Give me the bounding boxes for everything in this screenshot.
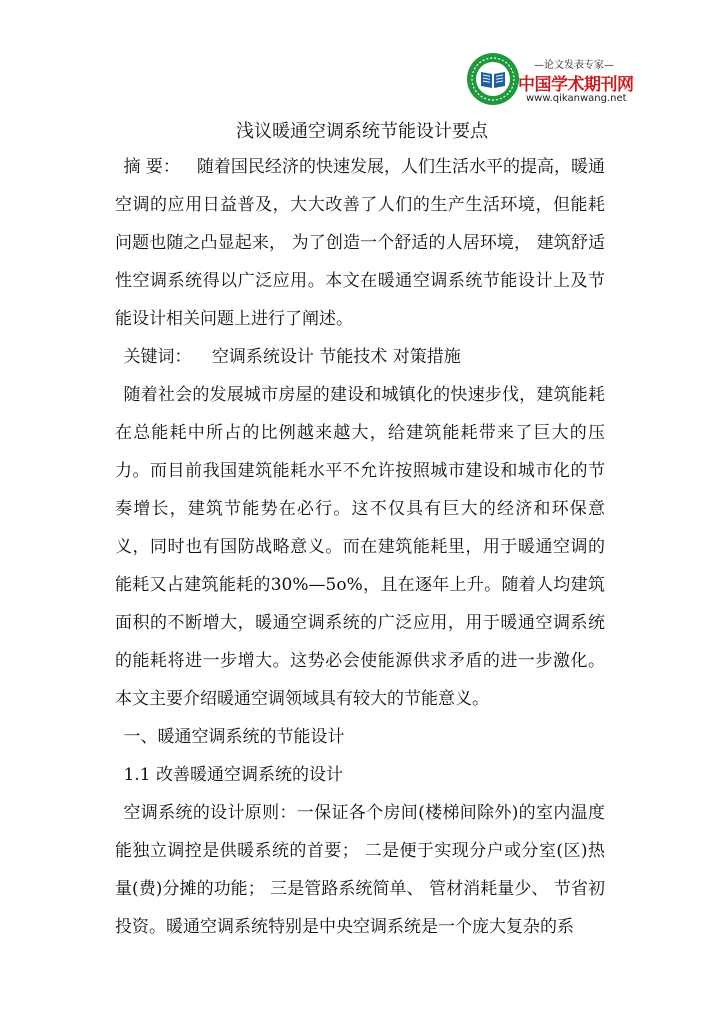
intro-paragraph: 随着社会的发展城市房屋的建设和城镇化的快速步伐，建筑能耗在总能耗中所占的比例越来越大，给建筑能耗带来了巨大的压力。而目前我国建筑能耗水平不允许按照城市建设和城市化的节奏增长，建筑节能势在必行。这不仅具有巨大的经济和环保意义，同时也有国防战略意义。而在建筑能耗里，用于暖通空调的能耗又占建筑能耗的30%—5o%，且在逐年上升。随着人均建筑面积的不断增大，暖通空调系统的广泛应用，用于暖通空调系统的能耗将进一步增大。这势必会使能源供求矛盾的进一步激化。本文主要介绍暖通空调领域具有较大的节能意义。 [115,385,605,709]
section-heading-1-1: 1.1 改善暖通空调系统的设计 [123,765,343,785]
logo-name: 中国学术期刊网 [518,75,634,95]
abstract-paragraph [115,148,605,338]
book-globe-emblem-icon [466,52,520,106]
abstract-text: 随着国民经济的快速发展，人们生活水平的提高，暖通空调的应用日益普及，大大改善了人们的生产生活环境，但能耗问题也随之凸显起来， 为了创造一个舒适的人居环境， 建筑舒适性空调系统得以广泛应用。本文在暖通空调系统节能设计上及节能设计相关问题上进行了阐述。 [115,157,606,329]
article-body [115,148,605,946]
keywords-label: 关键词： [123,347,192,367]
keywords-paragraph [115,338,605,376]
section-heading-1: 一、暖通空调系统的节能设计 [123,727,345,747]
logo-slogan: —论文发表专家— [534,60,614,71]
journal-logo [466,48,634,110]
article-title: 浅议暖通空调系统节能设计要点 [236,121,488,142]
section-1-1-paragraph: 空调系统的设计原则：一保证各个房间(楼梯间除外)的室内温度能独立调控是供暖系统的首要； 二是便于实现分户或分室(区)热量(费)分摊的功能； 三是管路系统简单、 管材消耗量少、 节省初投资。暖通空调系统特别是中央空调系统是一个庞大复杂的系 [115,803,605,937]
logo-url: www.qikanwang.net [526,93,627,104]
abstract-label: 摘 要： [123,157,180,177]
keywords-text: 空调系统设计 节能技术 对策措施 [211,347,461,367]
